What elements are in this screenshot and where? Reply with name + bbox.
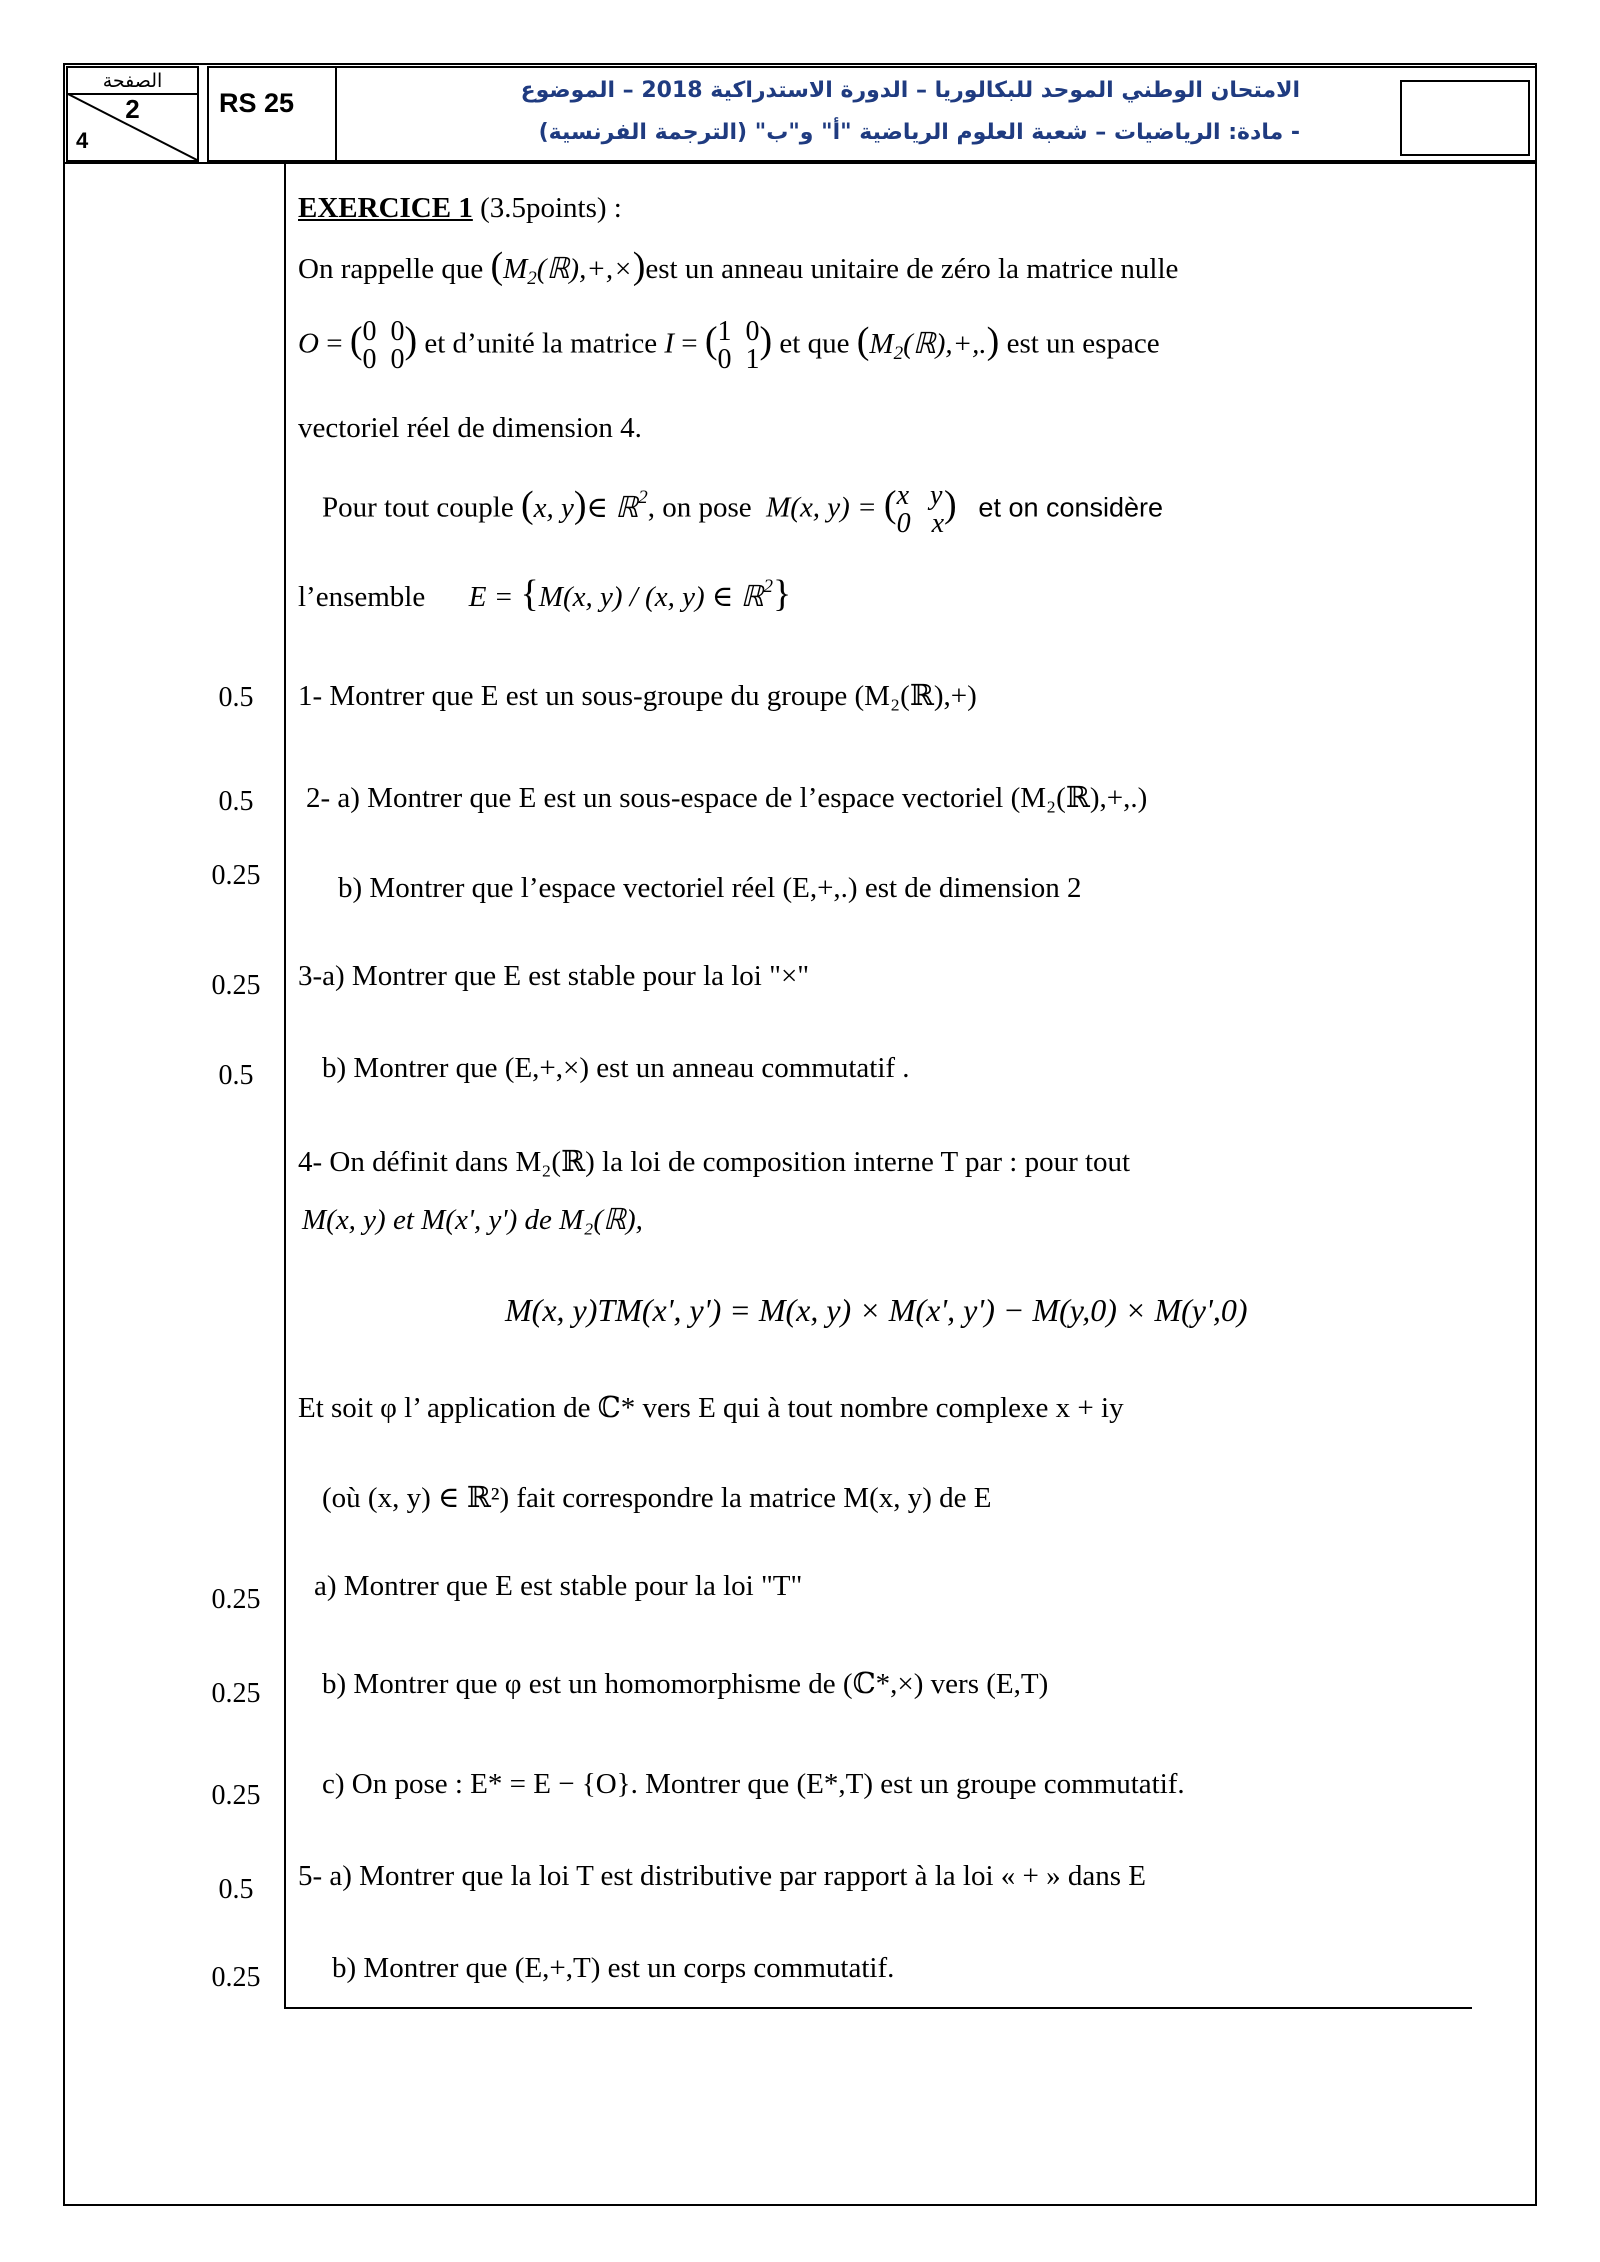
intro4-text-b: , on pose (647, 491, 752, 524)
exam-code: RS 25 (219, 88, 295, 118)
m-xy-matrix: x y 0 x (896, 480, 945, 539)
intro-line-3: vectoriel réel de dimension 4. (298, 412, 642, 444)
intro-line-4: Pour tout couple (x, y)∈ ℝ$^2$, on pose M(x, y) = ( x y 0 x ) et on considère (322, 480, 1164, 539)
intro-line-2: O = ( 0 0 0 0 ) et d’unité la matrice I = ( 1 0 0 1 ) et que $(M_2(ℝ),+,.)$ est un espace (298, 316, 1160, 375)
q3a-points: 0.25 (211, 970, 261, 1001)
q4-line3: Et soit φ l’ application de ℂ* vers E qui à tout nombre complexe x + iy (298, 1392, 1124, 1424)
intro-line-5: l’ensemble E = {M(x, y) / (x, y) ∈ ℝ$^2$} (298, 573, 792, 615)
q5a-points: 0.5 (218, 1874, 254, 1905)
q1-points: 0.5 (218, 682, 254, 713)
q4c-points: 0.25 (211, 1780, 261, 1811)
q2b-text: b) Montrer que l’espace vectoriel réel (E,+,.) est de dimension 2 (338, 872, 1082, 904)
q3a-text: 3-a) Montrer que E est stable pour la loi "×" (298, 960, 810, 992)
intro2-text-b: et que (779, 327, 850, 360)
q4c-text: c) On pose : E* = E − {O}. Montrer que (E*,T) est un groupe commutatif. (322, 1768, 1185, 1800)
q5b-text: b) Montrer que (E,+,T) est un corps commutatif. (332, 1952, 895, 1984)
page-total: 4 (76, 128, 89, 153)
exam-title-line1: الامتحان الوطني الموحد للبكالوريا – الدورة الاستدراكية 2018 – الموضوع (520, 78, 1300, 103)
exam-code-box (207, 66, 337, 162)
exercise-heading (298, 192, 622, 225)
q4-line1: 4- On définit dans M₂(ℝ) la loi de composition interne T par : pour tout (298, 1146, 1131, 1178)
intro1-text-a: On rappelle que (298, 253, 484, 285)
intro-line-1 (298, 244, 1178, 290)
q2a-points: 0.5 (218, 786, 254, 817)
q1-text: 1- Montrer que E est un sous-groupe du groupe (M₂(ℝ),+) (298, 680, 977, 712)
exercise-points: (3.5points) : (472, 192, 622, 224)
q4-formula: M(x, y)TM(x', y') = M(x, y) × M(x', y') − M(y,0) × M(y',0) (505, 1292, 1248, 1328)
q3b-text: b) Montrer que (E,+,×) est un anneau commutatif . (322, 1052, 910, 1084)
page-number-box (66, 66, 199, 162)
intro1-text-b: est un anneau unitaire de zéro la matrice nulle (645, 253, 1179, 285)
ring-m2: $(M_2(ℝ),+,\times)$ (490, 245, 646, 289)
page-current: 2 (125, 94, 140, 124)
q4b-text: b) Montrer que φ est un homomorphisme de (ℂ*,×) vers (E,T) (322, 1668, 1049, 1700)
q5b-points: 0.25 (211, 1962, 261, 1993)
page-label: الصفحة (102, 70, 163, 92)
q4b-points: 0.25 (211, 1678, 261, 1709)
intro2-text-a: et d’unité la matrice (424, 327, 658, 360)
q5a-text: 5- a) Montrer que la loi T est distributive par rapport à la loi « + » dans E (298, 1860, 1147, 1892)
margin-rule (284, 162, 286, 2008)
q2a-text: 2- a) Montrer que E est un sous-espace de l’espace vectoriel (M₂(ℝ),+,.) (306, 782, 1148, 814)
q2b-points: 0.25 (211, 860, 261, 891)
intro5-text: l’ensemble (298, 581, 426, 613)
intro2-text-c: est un espace (1006, 327, 1160, 360)
exercise-title: EXERCICE 1 (298, 192, 473, 224)
grade-box (1400, 80, 1530, 156)
q4-line2: M(x, y) et M(x', y') de M₂(ℝ), (302, 1204, 643, 1236)
q3b-points: 0.5 (218, 1060, 254, 1091)
q4a-points: 0.25 (211, 1584, 261, 1615)
identity-matrix: 1 0 0 1 (717, 316, 760, 375)
q4-line4: (où (x, y) ∈ ℝ²) fait correspondre la matrice M(x, y) de E (322, 1482, 992, 1514)
exam-title-box (335, 66, 1537, 162)
q4a-text: a) Montrer que E est stable pour la loi "T" (314, 1570, 803, 1602)
zero-matrix: 0 0 0 0 (362, 316, 405, 375)
intro4-text-c: et on considère (978, 492, 1164, 523)
bottom-rule (284, 2007, 1472, 2009)
intro4-text-a: Pour tout couple (322, 491, 514, 524)
exam-title-line2: - مادة: الرياضيات – شعبة العلوم الرياضية "أ" و"ب" (الترجمة الفرنسية) (538, 120, 1300, 145)
